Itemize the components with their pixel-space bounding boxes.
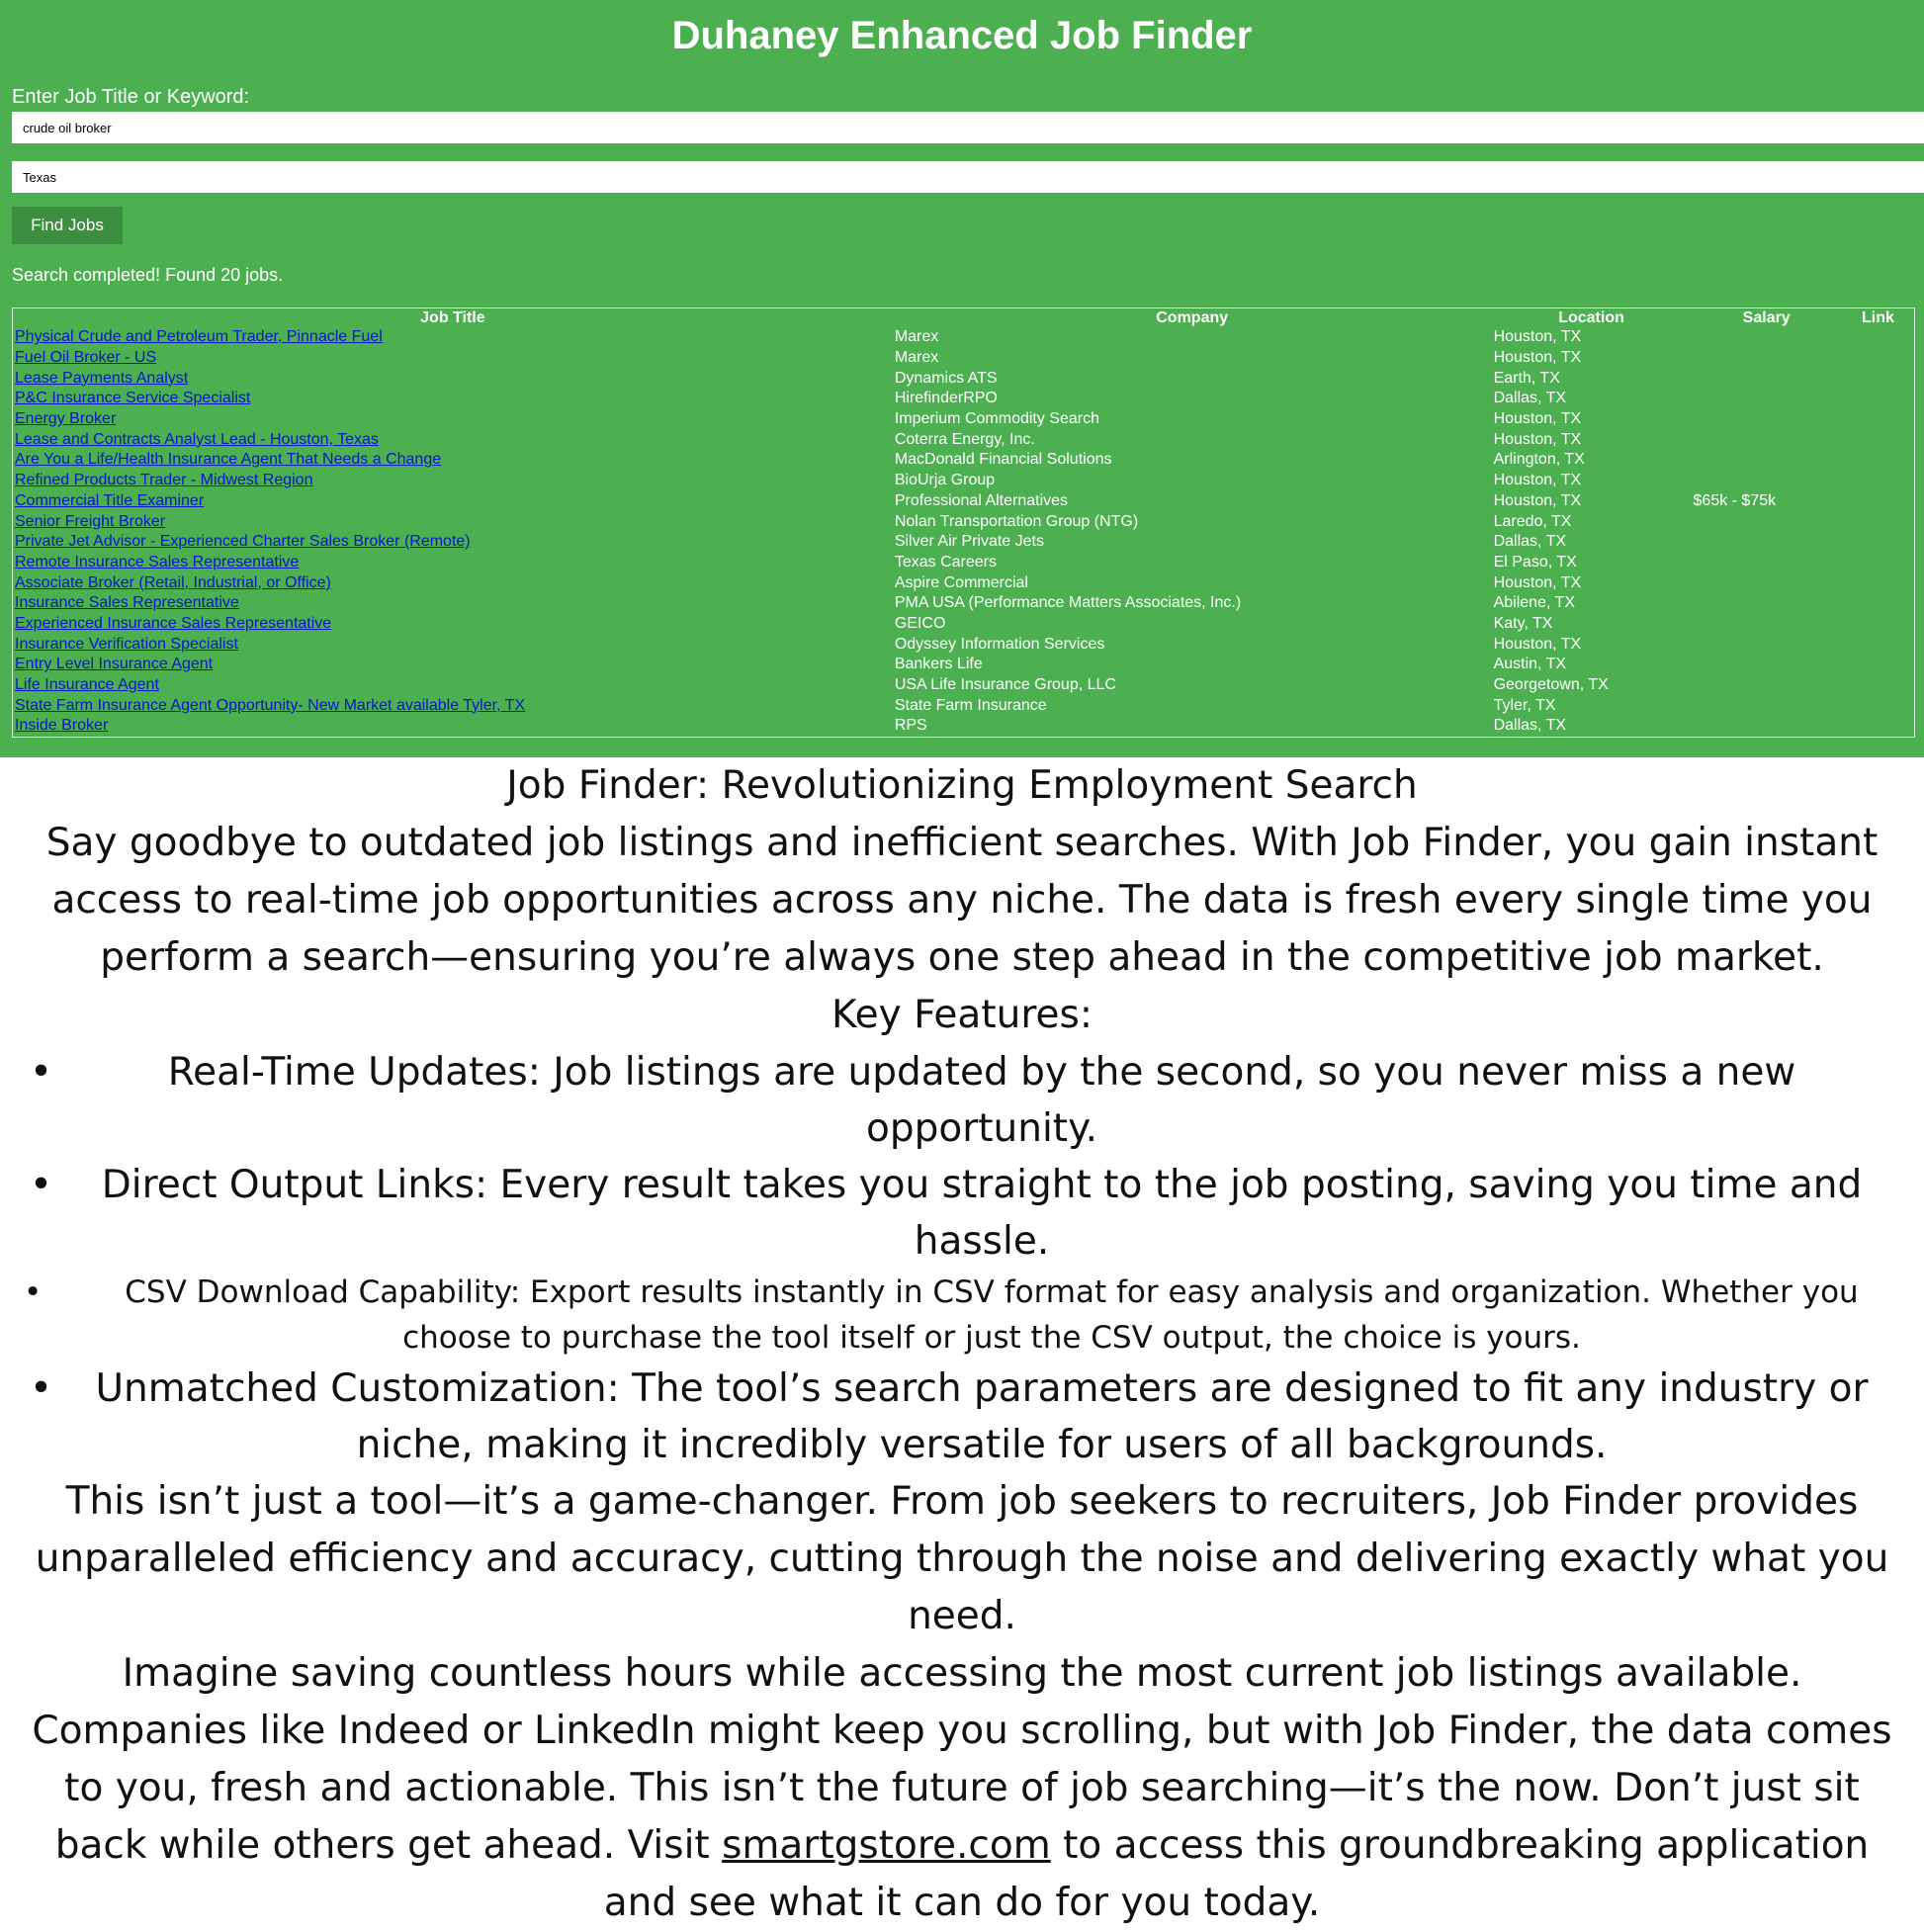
cell-location: El Paso, TX [1493,553,1577,571]
cell-link [1842,389,1915,409]
job-title-link[interactable]: Fuel Oil Broker - US [15,349,157,367]
store-link[interactable]: smartgstore.com [722,1823,1051,1868]
cell-location: Houston, TX [1493,573,1582,591]
table-row [13,675,1915,696]
table-row [13,716,1915,737]
cell-job-title [13,695,893,716]
job-title-link[interactable]: Commercial Title Examiner [15,491,205,509]
header-company: Company [1156,309,1229,326]
feature-list [0,1044,1924,1473]
cell-location: Dallas, TX [1493,717,1567,735]
table-row [13,532,1915,553]
table-row [13,553,1915,573]
cell-link [1842,471,1915,491]
cell-location: Houston, TX [1493,410,1582,428]
cell-salary [1692,348,1842,369]
cell-link [1842,368,1915,389]
cell-company: HirefinderRPO [894,390,998,407]
job-title-link[interactable]: Refined Products Trader - Midwest Region [15,472,313,489]
search-status: Search completed! Found 20 jobs. [12,265,284,285]
cell-company: Odyssey Information Services [894,635,1105,653]
cell-location: Georgetown, TX [1493,676,1609,694]
cell-company: Aspire Commercial [894,573,1028,591]
cell-location: Laredo, TX [1493,512,1572,530]
cell-salary [1692,409,1842,430]
cell-salary [1692,675,1842,696]
header-link: Link [1861,309,1894,326]
keyword-label: Enter Job Title or Keyword: [12,86,250,108]
job-title-link[interactable]: Experienced Insurance Sales Representative [15,614,332,632]
cell-job-title [13,327,893,348]
cell-company: Coterra Energy, Inc. [894,430,1035,448]
job-title-link[interactable]: Lease Payments Analyst [15,369,189,387]
cell-salary [1692,614,1842,635]
job-title-link[interactable]: Life Insurance Agent [15,676,159,694]
job-title-link[interactable]: Physical Crude and Petroleum Trader, Pinnacle Fuel [15,328,383,346]
feature-text: Unmatched Customization: The tool’s search parameters are designed to fit any industry or niche, making it incredibly versatile for users of all backgrounds. [95,1366,1869,1467]
cell-company: MacDonald Financial Solutions [894,451,1112,469]
bullet-icon: • [30,1163,53,1207]
cell-salary [1692,429,1842,450]
cell-job-title [13,716,893,737]
cell-location: Houston, TX [1493,491,1582,509]
table-row [13,429,1915,450]
cell-link [1842,511,1915,532]
table-row [13,572,1915,593]
cell-location: Tyler, TX [1493,696,1556,714]
cell-link [1842,532,1915,553]
cell-company: GEICO [894,614,946,632]
cell-salary [1692,572,1842,593]
cell-link [1842,655,1915,675]
cell-job-title [13,348,893,369]
cell-location: Abilene, TX [1493,594,1575,612]
paragraph-3-start: Imagine saving countless hours while accessing the most current job listings available. Companies like Indeed or LinkedIn might keep you scrolling, but with Job Finder, the data comes to you, fresh and actionable. This isn’t the future of job searching—it’s the now. Don’t just sit back while others get ahead. Visit [32,1651,1892,1868]
cell-link [1842,450,1915,471]
feature-item [0,1157,1924,1270]
cell-location: Arlington, TX [1493,451,1585,469]
job-title-link[interactable]: Are You a Life/Health Insurance Agent That Needs a Change [15,451,442,469]
marketing-copy [0,757,1924,1932]
cell-company: Silver Air Private Jets [894,533,1044,551]
results-body [13,327,1915,737]
cell-salary [1692,511,1842,532]
cell-job-title [13,614,893,635]
table-row [13,634,1915,655]
header-salary: Salary [1742,309,1791,326]
find-jobs-button[interactable]: Find Jobs [12,207,123,244]
table-row [13,511,1915,532]
app-title: Duhaney Enhanced Job Finder [671,14,1253,57]
cell-job-title [13,471,893,491]
cell-salary [1692,471,1842,491]
table-row [13,471,1915,491]
cell-salary: $65k - $75k [1693,491,1777,509]
cell-location: Dallas, TX [1493,390,1567,407]
cell-location: Austin, TX [1493,656,1567,673]
paragraph-3-end: to access this groundbreaking application and see what it can do for you today. [603,1823,1870,1925]
cell-link [1842,675,1915,696]
header-job-title: Job Title [420,309,485,326]
cell-salary [1692,593,1842,614]
cell-salary [1692,553,1842,573]
table-row [13,491,1915,512]
cell-job-title [13,429,893,450]
cell-job-title [13,511,893,532]
feature-item [0,1044,1924,1157]
results-table [12,307,1915,738]
cell-job-title [13,655,893,675]
job-title-link[interactable]: Associate Broker (Retail, Industrial, or Office) [15,573,331,591]
bullet-icon: • [30,1366,53,1411]
cell-location: Dallas, TX [1493,533,1567,551]
table-row [13,409,1915,430]
cell-company: Marex [894,328,939,346]
cell-company: State Farm Insurance [894,696,1047,714]
table-row [13,695,1915,716]
cell-job-title [13,634,893,655]
cell-company: Imperium Commodity Search [894,410,1099,428]
cell-location: Houston, TX [1493,635,1582,653]
job-title-link[interactable]: P&C Insurance Service Specialist [15,390,251,407]
job-title-link[interactable]: Remote Insurance Sales Representative [15,553,300,571]
bullet-icon: • [24,1274,43,1310]
cell-link [1842,572,1915,593]
results-header-row [13,308,1915,328]
job-title-link[interactable]: Lease and Contracts Analyst Lead - Houston, Texas [15,430,379,448]
job-title-link[interactable]: Senior Freight Broker [15,512,166,530]
cell-company: Nolan Transportation Group (NTG) [894,512,1139,530]
table-row [13,348,1915,369]
table-row [13,593,1915,614]
cell-company: Texas Careers [894,553,997,571]
job-title-link[interactable]: State Farm Insurance Agent Opportunity- New Market available Tyler, TX [15,696,526,714]
cell-link [1842,614,1915,635]
cell-link [1842,716,1915,737]
intro-paragraph: Say goodbye to outdated job listings and inefficient searches. With Job Finder, you gain instant access to real-time job opportunities across any niche. The data is fresh every single time you perform a search—ensuring you’re always one step ahead in the competitive job market. [45,821,1879,980]
job-title-link[interactable]: Energy Broker [15,410,117,428]
paragraph-3 [0,1645,1924,1932]
feature-item [0,1270,1924,1361]
cell-location: Houston, TX [1493,349,1582,367]
header-location: Location [1558,309,1624,326]
cell-link [1842,634,1915,655]
cell-company: PMA USA (Performance Matters Associates, Inc.) [894,594,1242,612]
cell-location: Houston, TX [1493,430,1582,448]
feature-text: Direct Output Links: Every result takes you straight to the job posting, saving you time and hassle. [101,1163,1863,1264]
job-finder-app [0,0,1924,757]
job-title-link[interactable]: Insurance Sales Representative [15,594,239,612]
cell-salary [1692,450,1842,471]
table-row [13,655,1915,675]
cell-salary [1692,327,1842,348]
cell-link [1842,409,1915,430]
job-title-link[interactable]: Insurance Verification Specialist [15,635,238,653]
copy-heading: Job Finder: Revolutionizing Employment Search [506,763,1418,808]
cell-link [1842,491,1915,512]
cell-job-title [13,491,893,512]
cell-job-title [13,532,893,553]
cell-job-title [13,675,893,696]
table-row [13,614,1915,635]
cell-company: USA Life Insurance Group, LLC [894,676,1116,694]
location-input[interactable] [12,161,1924,193]
cell-location: Houston, TX [1493,328,1582,346]
cell-company: RPS [894,717,927,735]
cell-location: Houston, TX [1493,472,1582,489]
keyword-input[interactable] [12,112,1924,143]
cell-company: Professional Alternatives [894,491,1069,509]
cell-link [1842,429,1915,450]
table-row [13,389,1915,409]
table-row [13,450,1915,471]
feature-text: Real-Time Updates: Job listings are updated by the second, so you never miss a new opportunity. [167,1050,1796,1151]
feature-text: CSV Download Capability: Export results instantly in CSV format for easy analysis and organization. Whether you choose to purchase the tool itself or just the CSV output, the choice is yours. [125,1274,1859,1356]
bullet-icon: • [30,1050,53,1095]
cell-salary [1692,634,1842,655]
feature-item [0,1361,1924,1473]
cell-link [1842,327,1915,348]
cell-link [1842,348,1915,369]
cell-job-title [13,389,893,409]
cell-job-title [13,409,893,430]
cell-salary [1692,368,1842,389]
cell-salary [1692,532,1842,553]
cell-company: BioUrja Group [894,472,996,489]
cell-link [1842,695,1915,716]
table-row [13,327,1915,348]
table-row [13,368,1915,389]
job-title-link[interactable]: Inside Broker [15,717,109,735]
paragraph-2: This isn’t just a tool—it’s a game-changer. From job seekers to recruiters, Job Finder provides unparalleled efficiency and accuracy, cutting through the noise and delivering exactly what you need. [35,1479,1889,1638]
cell-job-title [13,572,893,593]
cell-company: Dynamics ATS [894,369,998,387]
cell-job-title [13,553,893,573]
job-title-link[interactable]: Entry Level Insurance Agent [15,656,214,673]
cell-salary [1692,695,1842,716]
cell-link [1842,553,1915,573]
cell-job-title [13,593,893,614]
cell-job-title [13,368,893,389]
cell-location: Earth, TX [1493,369,1560,387]
features-heading: Key Features: [831,993,1093,1037]
cell-salary [1692,389,1842,409]
cell-salary [1692,716,1842,737]
cell-link [1842,593,1915,614]
cell-company: Bankers Life [894,656,983,673]
job-title-link[interactable]: Private Jet Advisor - Experienced Charter Sales Broker (Remote) [15,533,471,551]
cell-company: Marex [894,349,939,367]
cell-salary [1692,655,1842,675]
cell-location: Katy, TX [1493,614,1553,632]
cell-job-title [13,450,893,471]
